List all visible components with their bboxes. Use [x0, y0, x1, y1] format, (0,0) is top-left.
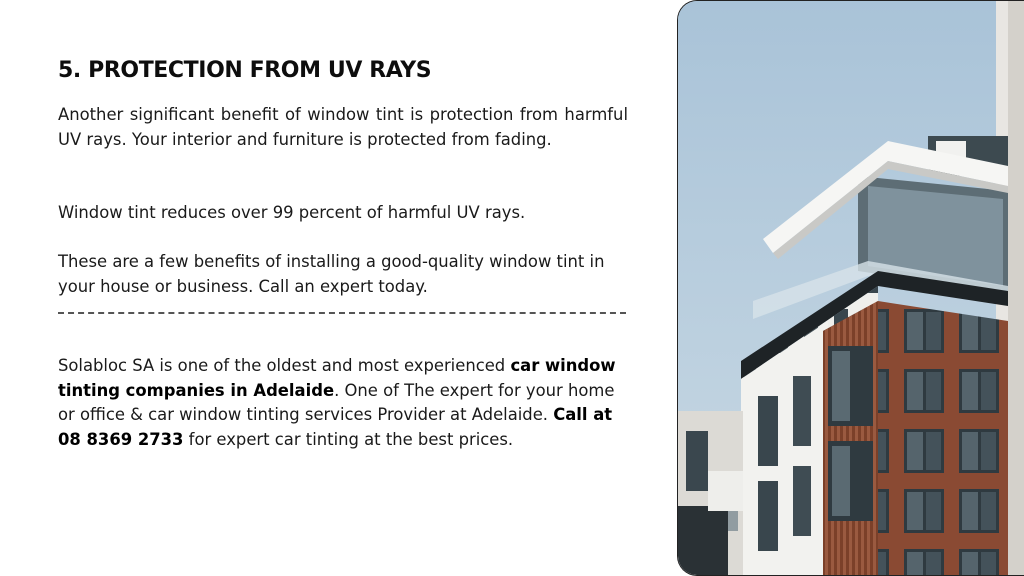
- call-expert-paragraph: These are a few benefits of installing a good-quality window tint in your house or business. Call an expert today.: [58, 252, 605, 296]
- slide-heading: 5. PROTECTION FROM UV RAYS: [58, 58, 432, 83]
- phone-number-text: Call at 08 8369 2733: [58, 405, 613, 449]
- company-paragraph: [58, 354, 628, 452]
- building-photo: [677, 0, 1024, 576]
- dashed-divider: [58, 312, 626, 314]
- company-keyword-text: car window tinting companies in Adelaide: [58, 356, 616, 400]
- company-intro-text: Solabloc SA is one of the oldest and most experienced: [58, 356, 511, 375]
- building-illustration: [678, 1, 1024, 576]
- company-outro-text: for expert car tinting at the best prices.: [183, 429, 514, 449]
- uv-reduction-paragraph: Window tint reduces over 99 percent of harmful UV rays.: [58, 203, 526, 222]
- company-middle-text: . One of The expert for your home or office & car window tinting services Provider at Adelaide.: [58, 380, 615, 424]
- uv-benefit-paragraph: Another significant benefit of window tint is protection from harmful UV rays. Your interior and furniture is protected from fading.: [58, 105, 628, 149]
